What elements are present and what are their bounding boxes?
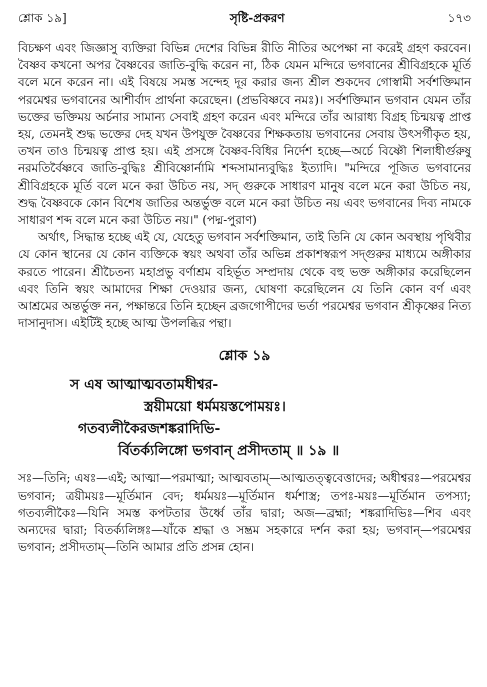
- paragraph: অর্থাৎ, সিদ্ধান্ত হচ্ছে এই যে, যেহেতু ভগবান সর্বশক্তিমান, তাই তিনি যে কোন অবস্থায় পৃথিবীর যে কোন স্থানের যে কোন ব্যক্তিকে স্বয়ং অথবা তাঁর অভিন্ন প্রকাশস্বরূপ সদ্‌গুরুর মাধ্যমে অঙ্গীকার করতে পারেন। শ্রীচৈতন্য মহাপ্রভু বর্ণাশ্রম বহির্ভূত সম্প্রদায় থেকে বহু ভক্ত অঙ্গীকার করেছিলেন এবং তিনি স্বয়ং আমাদের শিক্ষা দেওয়ার জন্য, ঘোষণা করেছিলেন যে তিনি কোন বর্ণ এবং আশ্রমের অন্তর্ভুক্ত নন, পক্ষান্তরে তিনি হচ্ছেন ব্রজগোপীদের ভর্তা পরমেশ্বর ভগবান শ্রীকৃষ্ণের নিত্য দাসানুদাস। এইটিই হচ্ছে আত্ম উপলব্ধির পন্থা।: [18, 230, 471, 331]
- paragraph: বিচক্ষণ এবং জিজ্ঞাসু ব্যক্তিরা বিভিন্ন দেশের বিভিন্ন রীতি নীতির অপেক্ষা না করেই গ্রহণ করবেন। বৈষ্ণব কখনো অপর বৈষ্ণবের জাতি-বুদ্ধি করেন না, ঠিক যেমন মন্দিরে ভগবানের শ্রীবিগ্রহকে মূর্তি বলে মনে করেন না। এই বিষয়ে সমস্ত সন্দেহ দূর করার জন্য শ্রীল শুকদেব গোস্বামী সর্বশক্তিমান পরমেশ্বর ভগবানের আশীর্বাদ প্রার্থনা করেছেন। (প্রভবিষ্ণবে নমঃ)। সর্বশক্তিমান ভগবান যেমন তাঁর ভক্তের ভক্তিময় অর্চনার সামান্য সেবাই গ্রহণ করেন এবং মন্দিরে তাঁর আরাধ্য বিগ্রহ চিন্ময়ত্ব প্রাপ্ত হয়, তেমনই শুদ্ধ ভক্তের দেহ যখন উপযুক্ত বৈষ্ণবের শিক্ষকতায় ভগবানের সেবায় উৎসর্গীকৃত হয়, তখন তাও চিন্ময়ত্ব প্রাপ্ত হয়। এই প্রসঙ্গে বৈষ্ণব-বিধির নির্দেশ হচ্ছে—অর্চে বিষ্ণৌ শিলাধীর্গুরুষু নরমতির্বৈষ্ণবে জাতি-বুদ্ধিঃ শ্রীবিষ্ণোর্নামি শব্দসামান্যবুদ্ধিঃ ইত্যাদি। "মন্দিরে পূজিত ভগবানের শ্রীবিগ্রহকে মূর্তি বলে মনে করা উচিত নয়, সদ্‌ গুরুকে সাধারণ মানুষ বলে মনে করা উচিত নয়, শুদ্ধ বৈষ্ণবকে কোন বিশেষ জাতির অন্তর্ভুক্ত বলে মনে করা উচিত নয় এবং ভগবানের দিব্য নামকে সাধারণ শব্দ বলে মনে করা উচিত নয়।" (পদ্ম-পুরাণ): [18, 41, 471, 228]
- verse-block: [18, 344, 471, 462]
- header-verse-ref: শ্লোক ১৯]: [18, 11, 67, 25]
- verse-line: র্বিতর্ক্যলিঙ্গো ভগবান্ প্রসীদতাম্ ॥ ১৯ ॥: [118, 443, 340, 460]
- page-number: ১৭৩: [447, 11, 471, 25]
- purport-text: [18, 40, 471, 332]
- verse-title: শ্লোক ১৯: [218, 348, 271, 365]
- page-header: [18, 10, 471, 30]
- word-meanings: সঃ—তিনি; এষঃ—এই; আত্মা—পরমাত্মা; আত্মবতাম্—আত্মতত্ত্ববেত্তাদের; অধীশ্বরঃ—পরমেশ্বর ভগবান; ত্রয়ীময়ঃ—মূর্তিমান বেদ; ধর্মময়ঃ—মূর্তিমান ধর্মশাস্ত্র; তপঃ-ময়ঃ—মূর্তিমান তপস্যা; গতব্যলীকৈঃ—যিনি সমস্ত কপটতার উর্ধ্বে তাঁর দ্বারা; অজ—ব্রহ্মা; শঙ্করাদিভিঃ—শিব এবং অন্যদের দ্বারা; বিতর্ক্যলিঙ্গঃ—যাঁকে শ্রদ্ধা ও সম্ভ্রম সহকারে দর্শন করা হয়; ভগবান্—পরমেশ্বর ভগবান; প্রসীদতাম্—তিনি আমার প্রতি প্রসন্ন হোন।: [18, 471, 471, 555]
- verse-line: স এষ আত্মাত্মবতামধীশ্বর-: [70, 377, 219, 394]
- header-chapter-title: সৃষ্টি-প্রকরণ: [229, 11, 285, 25]
- verse-line: স্ত্রয়ীময়ো ধর্মময়স্তপোময়ঃ।: [144, 399, 286, 416]
- verse-line: গতব্যলীকৈরজশঙ্করাদিভি-: [78, 421, 221, 438]
